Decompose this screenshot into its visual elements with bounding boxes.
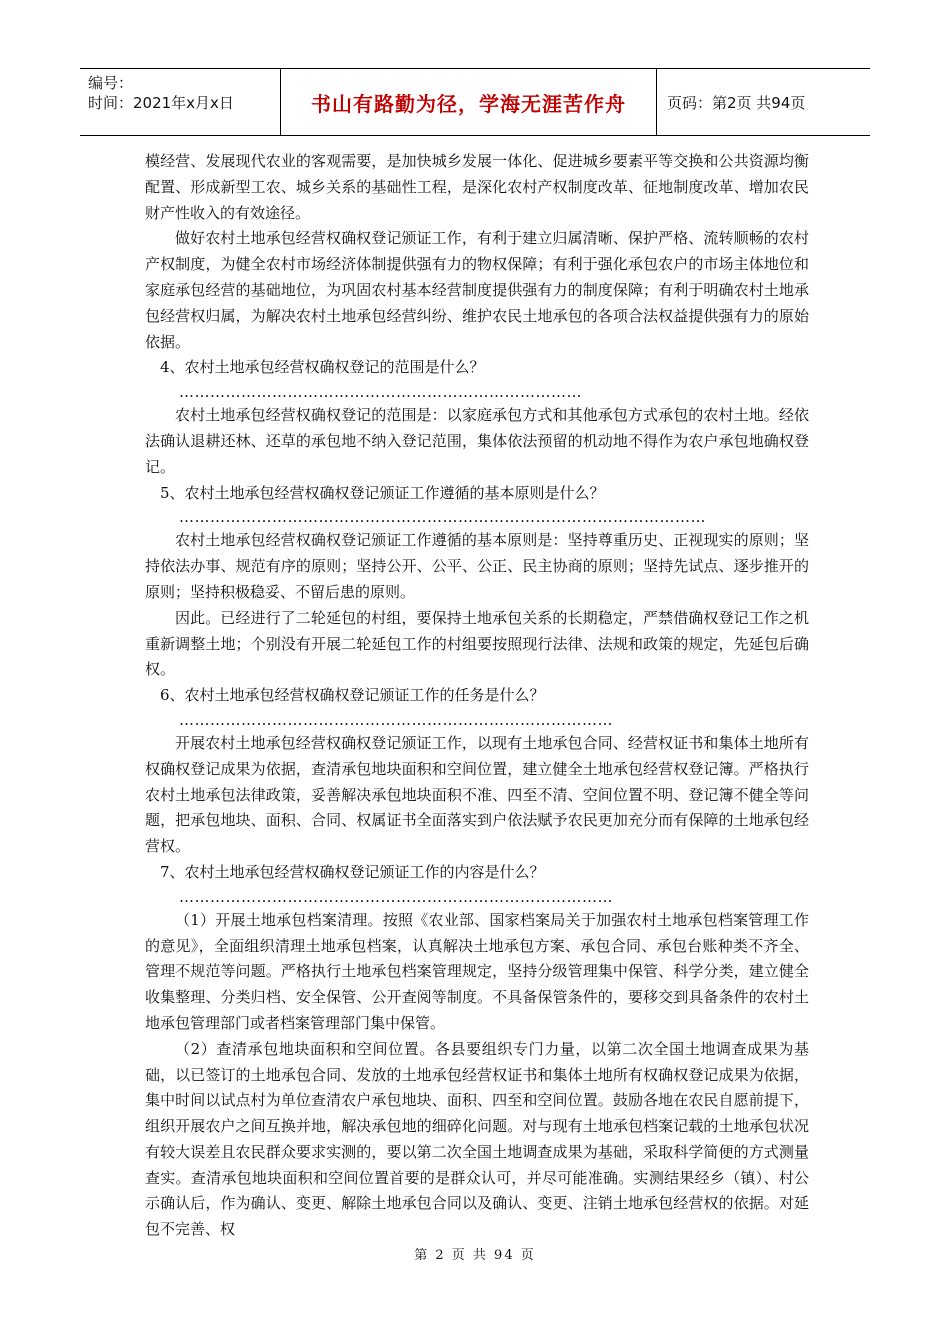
answer-paragraph: 因此。已经进行了二轮延包的村组，要保持土地承包关系的长期稳定，严禁借确权登记工作之机重新调整土地；个别没有开展二轮延包工作的村组要按照现行法律、法规和政策的规定，先延包后确权。	[145, 608, 809, 679]
answer-paragraph: （2）查清承包地块面积和空间位置。各县要组织专门力量，以第二次全国土地调查成果为基础，以已签订的土地承包合同、发放的土地承包经营权证书和集体土地所有权确权登记成果为依据，集中时间以试点村为单位查清农户承包地块、面积、四至和空间位置。鼓励各地在农民自愿前提下，组织开展农户之间互换并地，解决承包地的细碎化问题。对与现有土地承包档案记载的土地承包状况有较大误差且农民群众要求实测的，要以第二次全国土地调查成果为基础，采取科学简便的方式测量查实。查清承包地块面积和空间位置首要的是群众认可，并尽可能准确。实测结果经乡（镇）、村公示确认后，作为确认、变更、解除土地承包合同以及确认、变更、注销土地承包经营权的依据。对延包不完善、权	[145, 1039, 809, 1239]
dotted-leader: …………………………………………………………………………………………	[179, 508, 706, 527]
answer-paragraph: 农村土地承包经营权确权登记的范围是：以家庭承包方式和其他承包方式承包的农村土地。经依法确认退耕还林、还草的承包地不纳入登记范围，集体依法预留的机动地不得作为农户承包地确权登记。	[145, 406, 809, 476]
question-heading: 7、农村土地承包经营权确权登记颁证工作的内容是什么？	[160, 862, 545, 881]
document-number-label: 编号：	[88, 74, 134, 92]
paragraph: 模经营、发展现代农业的客观需要，是加快城乡发展一体化、促进城乡要素平等交换和公共资源均衡配置、形成新型工农、城乡关系的基础性工程，是深化农村产权制度改革、征地制度改革、增加农民财产性收入的有效途径。	[145, 152, 809, 222]
page-header	[80, 68, 870, 136]
answer-paragraph: 开展农村土地承包经营权确权登记颁证工作，以现有土地承包合同、经营权证书和集体土地所有权确权登记成果为依据，查清承包地块面积和空间位置，建立健全土地承包经营权登记簿。严格执行农村土地承包法律政策，妥善解决承包地块面积不准、四至不清、空间位置不明、登记簿不健全等问题，把承包地块、面积、合同、权属证书全面落实到户依法赋予农民更加充分而有保障的土地承包经营权。	[145, 733, 809, 856]
document-body	[145, 149, 809, 1243]
header-meta	[80, 69, 281, 135]
page-footer: 第 2 页 共 94 页	[414, 1248, 536, 1263]
paragraph: 做好农村土地承包经营权确权登记颁证工作，有利于建立归属清晰、保护严格、流转顺畅的农村产权制度，为健全农村市场经济体制提供强有力的物权保障；有利于强化承包农户的市场主体地位和家庭承包经营的基础地位，为巩固农村基本经营制度提供强有力的制度保障；有利于明确农村土地承包经营权归属，为解决农村土地承包经营纠纷、维护农民土地承包的各项合法权益提供强有力的原始依据。	[145, 229, 809, 351]
dotted-leader: …………………………………………………………………………	[179, 710, 613, 729]
question-heading: 6、农村土地承包经营权确权登记颁证工作的任务是什么？	[160, 686, 545, 705]
answer-paragraph: （1）开展土地承包档案清理。按照《农业部、国家档案局关于加强农村土地承包档案管理工作的意见》，全面组织清理土地承包档案，认真解决土地承包方案、承包合同、承包台账种类不齐全、管理不规范等问题。严格执行土地承包档案管理规定，坚持分级管理集中保管、科学分类，建立健全收集整理、分类归档、安全保管、公开查阅等制度。不具备保管条件的，要移交到具备条件的农村土地承包管理部门或者档案管理部门集中保管。	[145, 910, 809, 1032]
question-heading: 5、农村土地承包经营权确权登记颁证工作遵循的基本原则是什么？	[160, 483, 605, 502]
dotted-leader: ……………………………………………………………………	[179, 383, 582, 402]
answer-paragraph: 农村土地承包经营权确权登记颁证工作遵循的基本原则是：坚持尊重历史、正视现实的原则；坚持依法办事、规范有序的原则；坚持公开、公平、公正、民主协商的原则；坚持先试点、逐步推开的原则；坚持积极稳妥、不留后患的原则。	[145, 531, 809, 601]
header-motto: 书山有路勤为径，学海无涯苦作舟	[281, 69, 657, 135]
header-page-label: 页码：第2页 共94页	[667, 93, 806, 112]
question-heading: 4、农村土地承包经营权确权登记的范围是什么？	[160, 358, 485, 377]
document-date-label: 时间：2021年x月x日	[88, 94, 234, 112]
dotted-leader: …………………………………………………………………………	[179, 887, 613, 906]
